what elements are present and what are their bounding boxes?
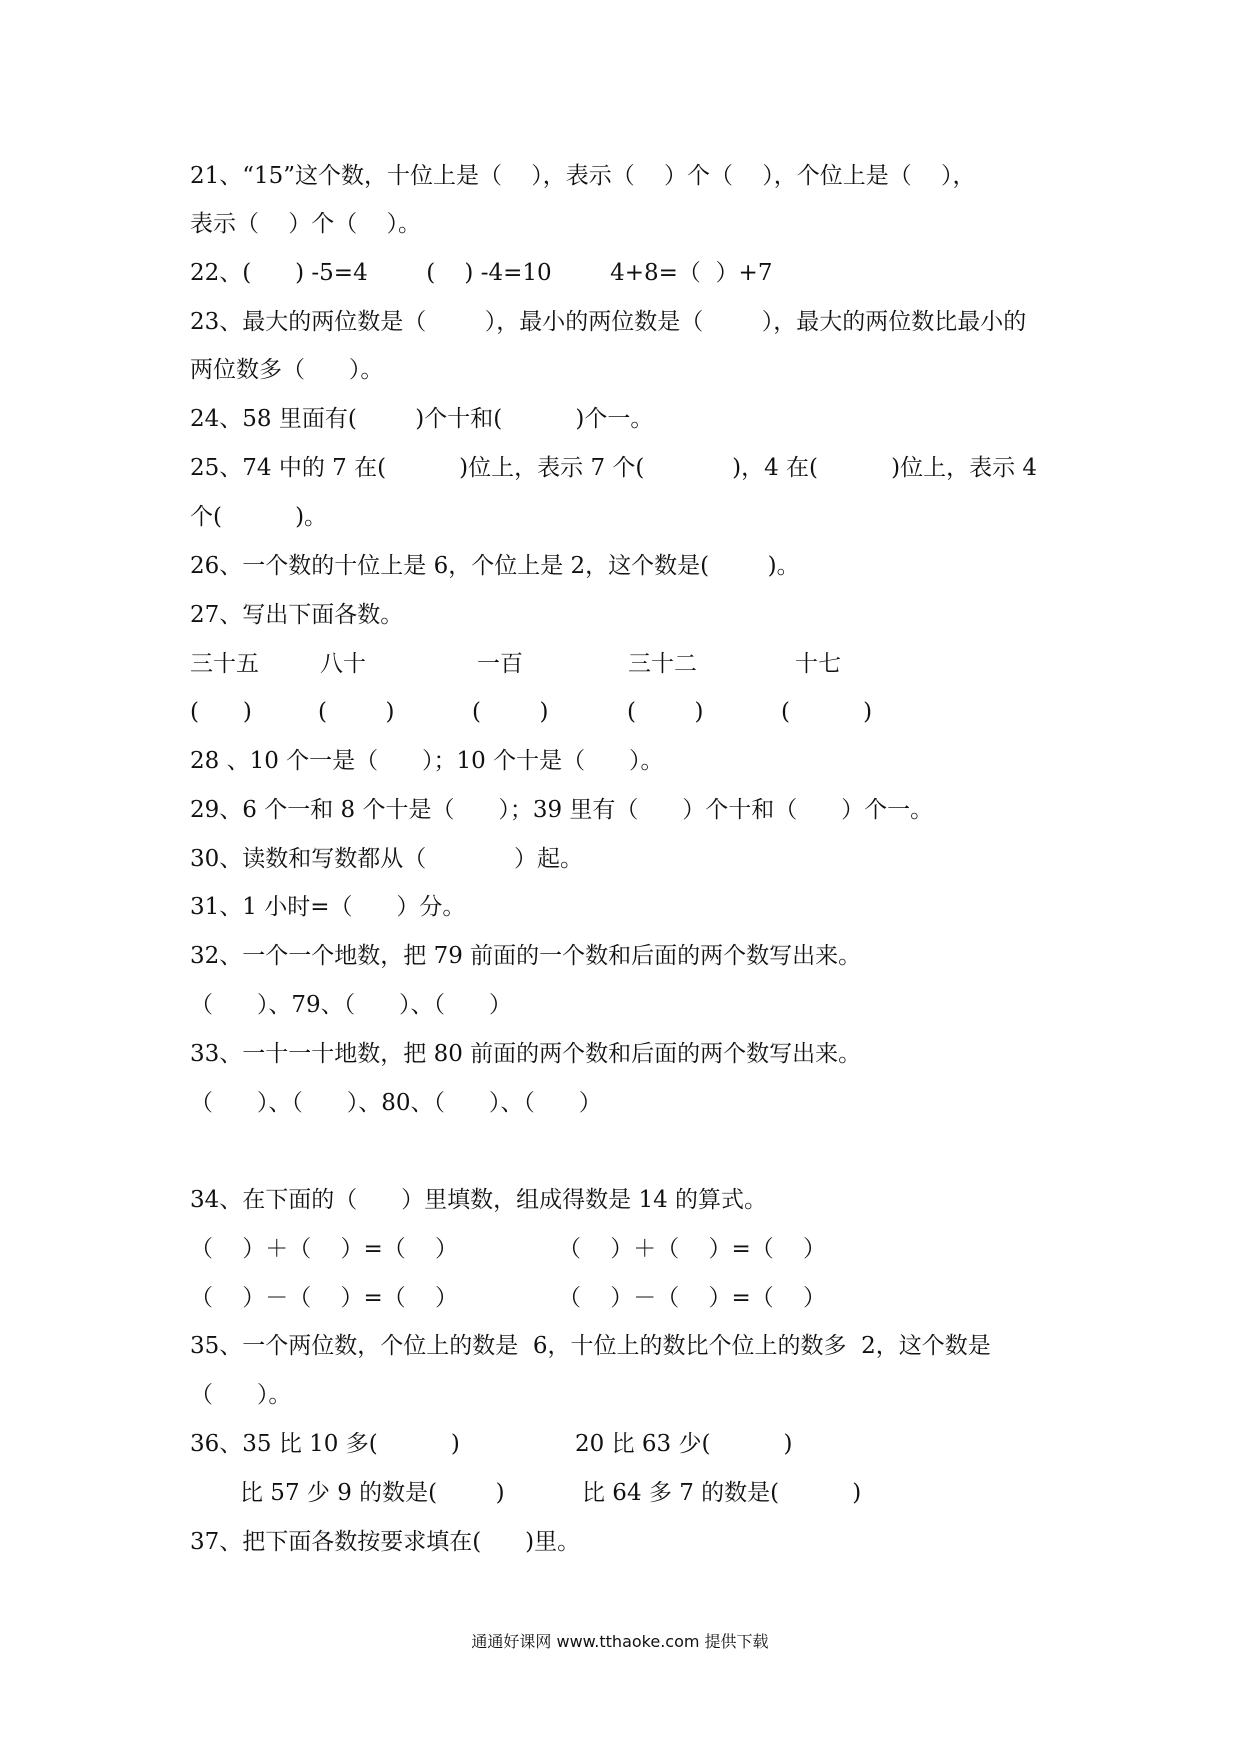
answer-blank: ( ) [627, 699, 704, 725]
question-23-line-1: 23、最大的两位数是（ ），最小的两位数是（ ），最大的两位数比最小的 [190, 309, 1027, 335]
question-32-line-2: （ ）、79、（ ）、（ ） [190, 992, 512, 1018]
answer-blank: ( ) [472, 699, 549, 725]
subtraction-equation: （ ）－（ ）=（ ） [558, 1285, 827, 1311]
question-37: 37、把下面各数按要求填在( )里。 [190, 1529, 581, 1555]
answer-blank: ( ) [190, 699, 252, 725]
question-26: 26、一个数的十位上是 6，个位上是 2，这个数是( )。 [190, 553, 800, 579]
question-25-line-1: 25、74 中的 7 在( )位上，表示 7 个( )，4 在( )位上，表示 4 [190, 455, 1038, 481]
question-24: 24、58 里面有( )个十和( )个一。 [190, 406, 654, 432]
question-34-add-row [0, 1234, 1240, 1264]
question-36-row-2 [0, 1478, 1240, 1508]
question-33-line-1: 33、一十一十地数，把 80 前面的两个数和后面的两个数写出来。 [190, 1041, 862, 1067]
answer-blank: ( ) [318, 699, 395, 725]
question-36-part-3: 比 57 少 9 的数是( ) [240, 1480, 505, 1506]
question-27-blanks-row [0, 697, 1240, 727]
chinese-number: 一百 [477, 651, 523, 677]
question-36-part-2: 20 比 63 少( ) [575, 1431, 793, 1457]
addition-equation: （ ）＋（ ）=（ ） [558, 1236, 827, 1262]
question-36-row-1 [0, 1429, 1240, 1459]
question-23-line-2: 两位数多（ ）。 [190, 357, 384, 383]
chinese-number: 三十二 [628, 651, 697, 677]
chinese-number: 三十五 [190, 651, 259, 677]
question-25-line-2: 个( )。 [190, 504, 328, 530]
question-32-line-1: 32、一个一个地数，把 79 前面的一个数和后面的两个数写出来。 [190, 943, 862, 969]
question-21-line-2: 表示（ ）个（ ）。 [190, 211, 421, 237]
question-31: 31、1 小时=（ ）分。 [190, 894, 466, 920]
question-34-prompt: 34、在下面的（ ）里填数，组成得数是 14 的算式。 [190, 1187, 768, 1213]
question-34-sub-row [0, 1283, 1240, 1313]
question-29: 29、6 个一和 8 个十是（ ）；39 里有（ ）个十和（ ）个一。 [190, 797, 934, 823]
question-33-line-2: （ ）、（ ）、80、（ ）、（ ） [190, 1090, 602, 1116]
question-22: 22、( ) -5=4 ( ) -4=10 4+8=（ ）+7 [190, 260, 773, 286]
question-35-line-2: （ ）。 [190, 1382, 292, 1408]
question-21-line-1: 21、“15”这个数，十位上是（ ），表示（ ）个（ ），个位上是（ ）， [190, 163, 976, 189]
subtraction-equation: （ ）－（ ）=（ ） [190, 1285, 459, 1311]
question-30: 30、读数和写数都从（ ）起。 [190, 846, 583, 872]
question-35-line-1: 35、一个两位数，个位上的数是 6，十位上的数比个位上的数多 2，这个数是 [190, 1333, 991, 1359]
page-footer: 通通好课网 www.tthaoke.com 提供下载 [471, 1632, 769, 1651]
addition-equation: （ ）＋（ ）=（ ） [190, 1236, 459, 1262]
answer-blank: ( ) [781, 699, 873, 725]
question-27-numbers-row [0, 649, 1240, 679]
question-36-part-4: 比 64 多 7 的数是( ) [582, 1480, 862, 1506]
question-36-part-1: 36、35 比 10 多( ) [190, 1431, 460, 1457]
chinese-number: 八十 [320, 651, 366, 677]
chinese-number: 十七 [795, 651, 841, 677]
question-28: 28 、10 个一是（ ）；10 个十是（ ）。 [190, 748, 664, 774]
question-27-prompt: 27、写出下面各数。 [190, 602, 404, 628]
